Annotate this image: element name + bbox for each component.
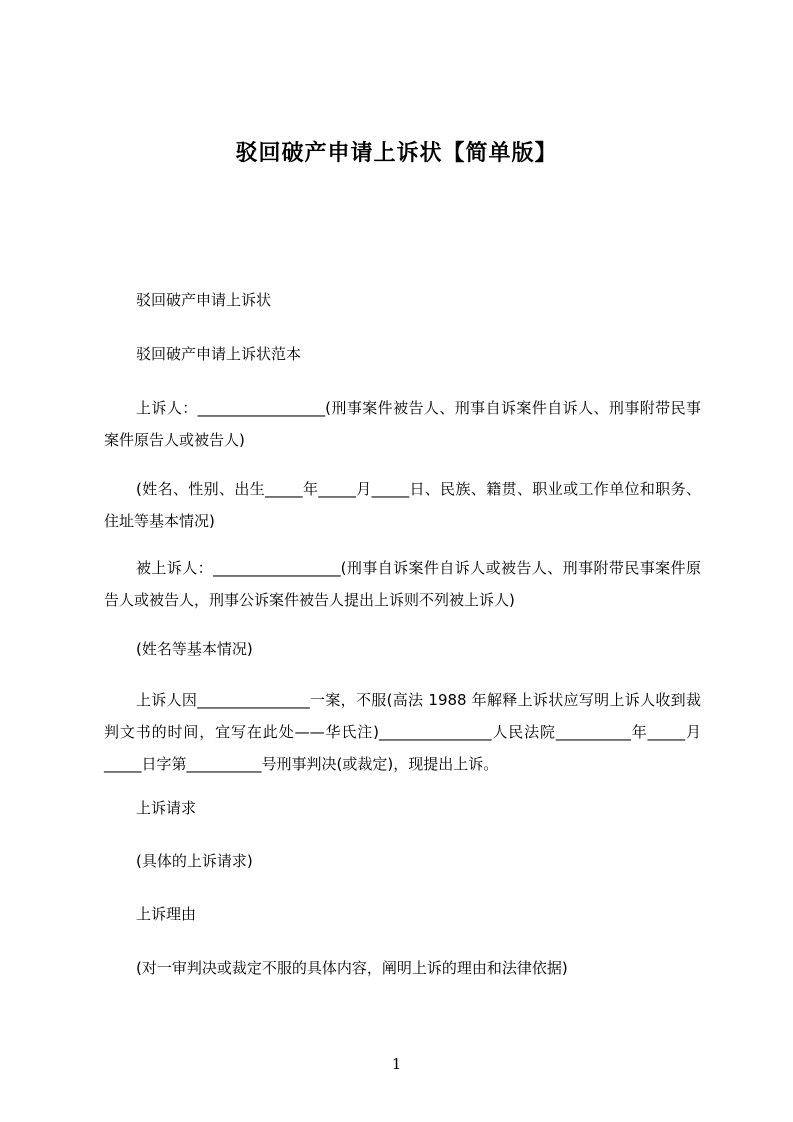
- paragraph-appeal-requests: (具体的上诉请求): [136, 852, 253, 870]
- paragraph-appeal-reasons-heading: 上诉理由: [136, 905, 197, 923]
- paragraph-appellee: 被上诉人：_________________(刑事自诉案件自诉人或被告人、刑事附带民事案件原告人或被告人，刑事公诉案件被告人提出上诉则不列被上诉人): [104, 559, 701, 609]
- page-number: 1: [391, 1055, 402, 1073]
- paragraph-subheading: 驳回破产申请上诉状范本: [136, 345, 302, 363]
- paragraph-case-statement: 上诉人因_______________一案，不服(高法 1988 年解释上诉状应写明上诉人收到裁判文书的时间，宜写在此处——华氏注)_______________人民法院__________年_____月_____日字第__________号刑事判决(或裁定)，现提出上诉。: [104, 691, 701, 773]
- paragraph-heading: 驳回破产申请上诉状: [136, 291, 272, 309]
- paragraph-appellant-info: (姓名、性别、出生_____年_____月_____日、民族、籍贯、职业或工作单位和职务、住址等基本情况): [104, 480, 701, 530]
- paragraph-appellee-info: (姓名等基本情况): [136, 640, 253, 658]
- document-title: 驳回破产申请上诉状【简单版】: [235, 141, 558, 166]
- paragraph-appeal-requests-heading: 上诉请求: [136, 799, 197, 817]
- paragraph-appellant: 上诉人：_________________(刑事案件被告人、刑事自诉案件自诉人、刑事附带民事案件原告人或被告人): [104, 399, 701, 449]
- paragraph-appeal-reasons: (对一审判决或裁定不服的具体内容，阐明上诉的理由和法律依据): [136, 959, 568, 977]
